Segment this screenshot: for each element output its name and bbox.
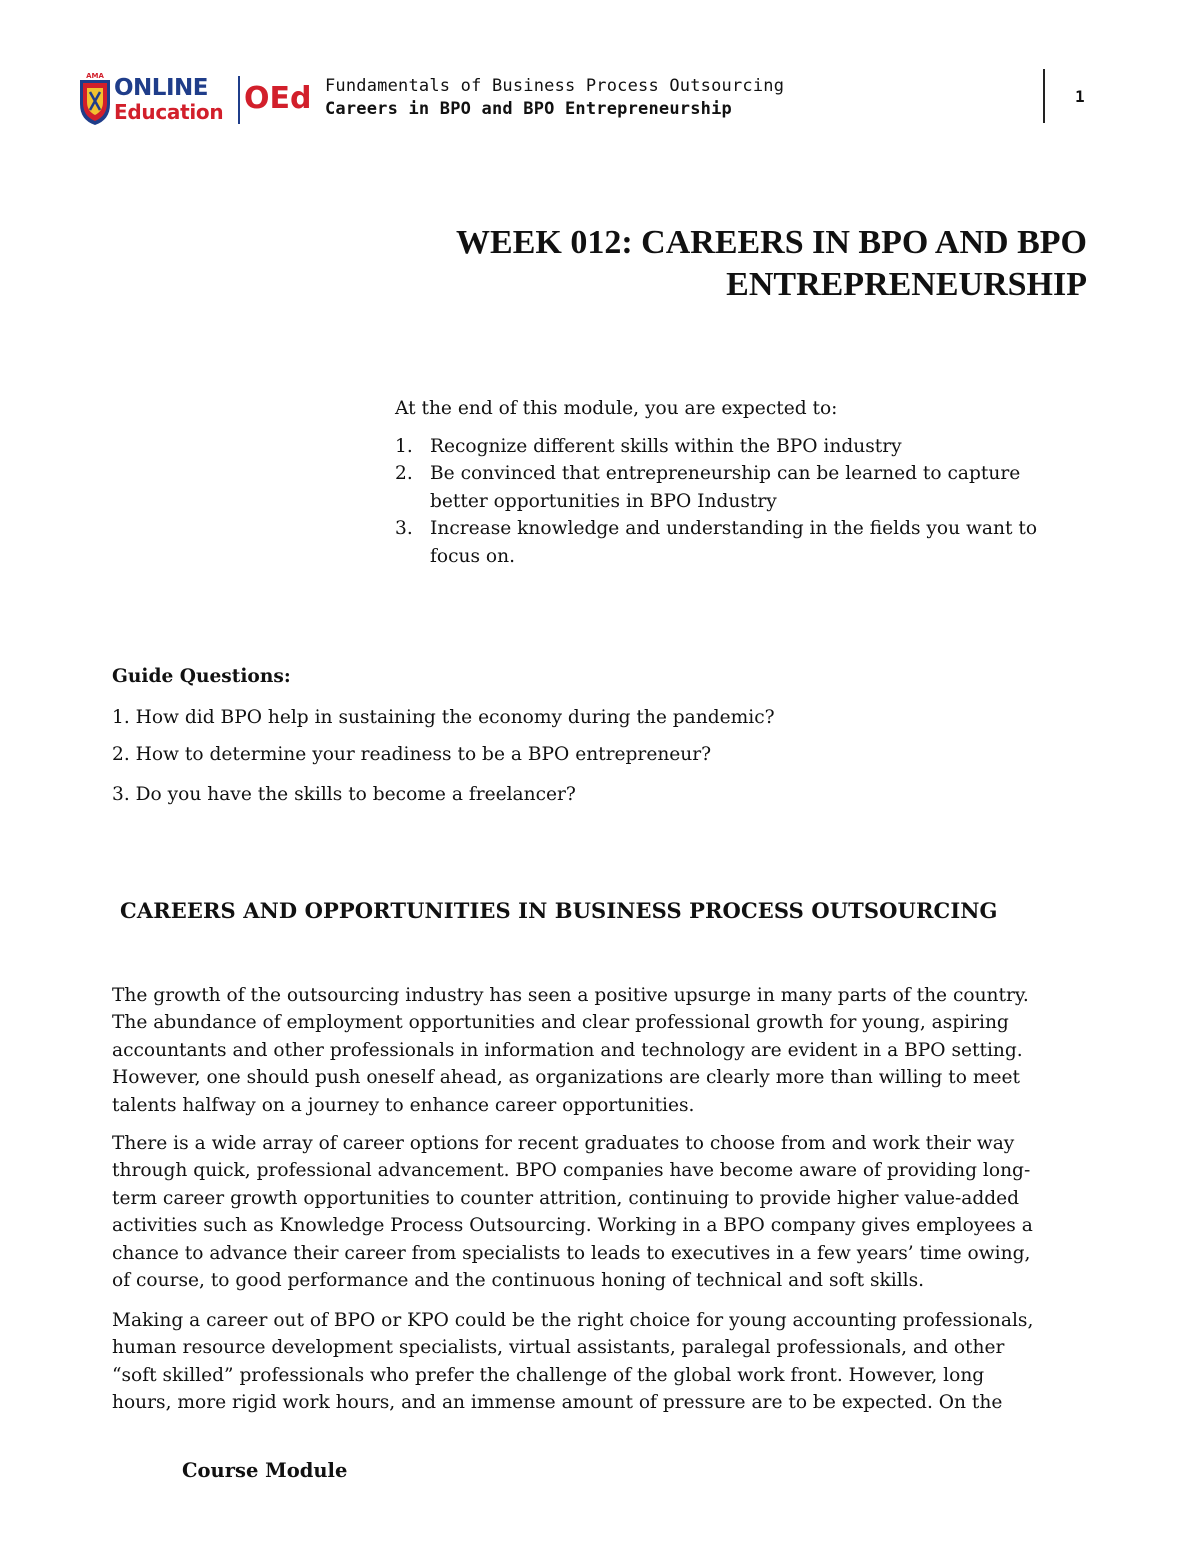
objective-item xyxy=(395,515,1095,570)
course-title: Fundamentals of Business Process Outsourcing xyxy=(325,76,785,96)
paragraph-line: through quick, professional advancement. BPO companies have become aware of providing long- xyxy=(112,1160,1031,1182)
objective-line: better opportunities in BPO Industry xyxy=(430,490,777,512)
objectives-intro: At the end of this module, you are expected to: xyxy=(395,398,838,419)
logo-brand-top: ONLINE xyxy=(114,75,208,101)
objective-line: Be convinced that entrepreneurship can be learned to capture xyxy=(430,463,1021,485)
section-heading: CAREERS AND OPPORTUNITIES IN BUSINESS PROCESS OUTSOURCING xyxy=(120,898,998,923)
objective-line: focus on. xyxy=(430,545,515,567)
paragraph-line: The growth of the outsourcing industry has seen a positive upsurge in many parts of the country. xyxy=(112,985,1029,1006)
crest-text: AMA xyxy=(86,72,104,80)
objective-item xyxy=(395,460,1095,515)
body-paragraph xyxy=(112,1130,1092,1294)
paragraph-line: accountants and other professionals in information and technology are evident in a BPO setting. xyxy=(112,1039,1023,1061)
logo-brand-bottom: Education xyxy=(114,100,224,124)
footer-course-module: Course Module xyxy=(182,1459,348,1482)
guide-question: 1. How did BPO help in sustaining the economy during the pandemic? xyxy=(112,707,775,728)
paragraph-line: of course, to good performance and the continuous honing of technical and soft skills. xyxy=(112,1270,925,1292)
objectives-list xyxy=(395,433,1095,570)
paragraph-line: human resource development specialists, virtual assistants, paralegal professionals, and other xyxy=(112,1337,1005,1359)
paragraph-line: There is a wide array of career options for recent graduates to choose from and work their way xyxy=(112,1133,1015,1154)
paragraph-line: term career growth opportunities to counter attrition, continuing to provide higher value-added xyxy=(112,1187,1020,1209)
body-paragraph xyxy=(112,982,1092,1119)
ama-crest-icon xyxy=(80,72,110,125)
course-subtitle: Careers in BPO and BPO Entrepreneurship xyxy=(325,99,732,119)
page-number: 1 xyxy=(1075,87,1085,106)
paragraph-line: “soft skilled” professionals who prefer the challenge of the global work front. However, long xyxy=(112,1364,985,1386)
objective-number: 3. xyxy=(395,518,413,540)
objective-line: Recognize different skills within the BPO industry xyxy=(430,436,902,457)
paragraph-line: chance to advance their career from specialists to leads to executives in a few years’ time owing, xyxy=(112,1242,1031,1264)
guide-question: 2. How to determine your readiness to be a BPO entrepreneur? xyxy=(112,744,712,765)
page-title-line-2: ENTREPRENEURSHIP xyxy=(726,266,1087,303)
guide-questions-heading: Guide Questions: xyxy=(112,666,291,687)
guide-question: 3. Do you have the skills to become a freelancer? xyxy=(112,784,576,805)
page-title-line-1: WEEK 012: CAREERS IN BPO AND BPO xyxy=(456,224,1087,261)
paragraph-line: Making a career out of BPO or KPO could be the right choice for young accounting professionals, xyxy=(112,1310,1034,1331)
paragraph-line: The abundance of employment opportunities and clear professional growth for young, aspiring xyxy=(112,1012,1009,1034)
header-divider xyxy=(1043,69,1045,123)
paragraph-line: However, one should push oneself ahead, as organizations are clearly more than willing to meet xyxy=(112,1067,1020,1089)
objective-item xyxy=(395,433,1095,460)
paragraph-line: talents halfway on a journey to enhance career opportunities. xyxy=(112,1094,695,1116)
paragraph-line: activities such as Knowledge Process Outsourcing. Working in a BPO company gives employees a xyxy=(112,1215,1033,1237)
body-paragraph xyxy=(112,1307,1092,1417)
objective-number: 1. xyxy=(395,436,413,457)
objective-line: Increase knowledge and understanding in the fields you want to xyxy=(430,518,1038,540)
logo-mark: OEd xyxy=(244,81,312,116)
online-education-logo xyxy=(78,70,314,126)
paragraph-line: hours, more rigid work hours, and an immense amount of pressure are to be expected. On the xyxy=(112,1392,1003,1414)
objective-number: 2. xyxy=(395,463,413,485)
